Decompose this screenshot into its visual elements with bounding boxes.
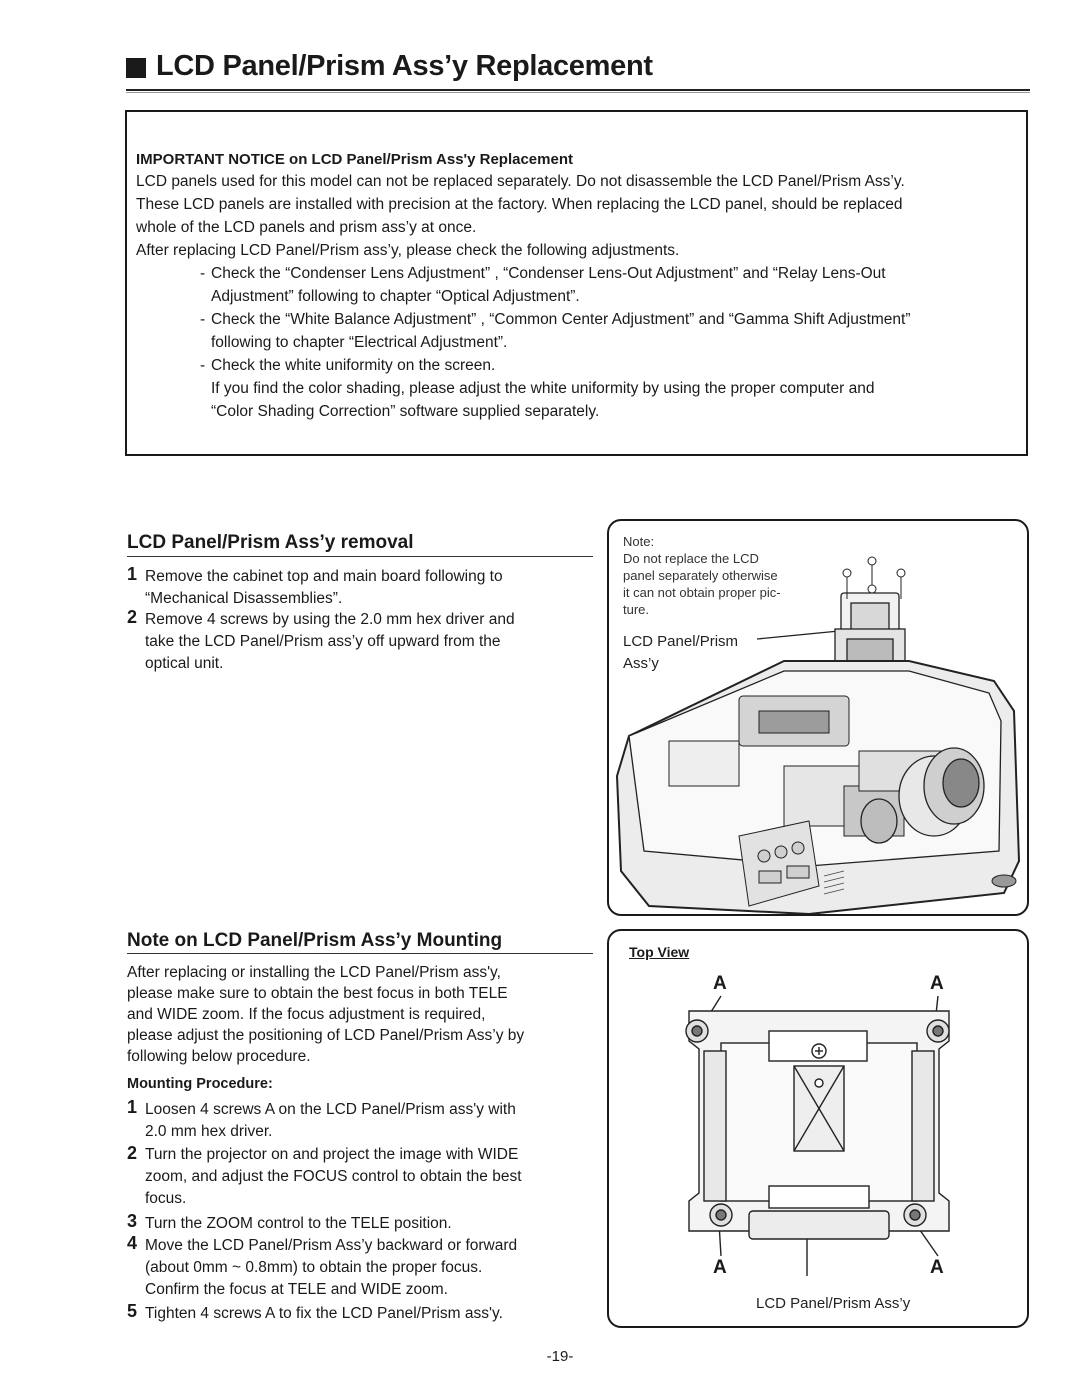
mounting-intro-line: please make sure to obtain the best focus in both TELE: [127, 985, 508, 1002]
notice-para1-line: These LCD panels are installed with precision at the factory. When replacing the LCD panel, should be replaced: [136, 196, 903, 213]
lcd-prism-label: Ass’y: [623, 655, 659, 672]
notice-para2: After replacing LCD Panel/Prism ass’y, please check the following adjustments.: [136, 242, 680, 259]
screw-label-a: A: [930, 973, 944, 994]
notice-item-dash: -: [200, 265, 206, 282]
mounting-intro-line: following below procedure.: [127, 1048, 311, 1065]
step-number: 1: [127, 1097, 138, 1117]
title-bullet-square: [126, 58, 146, 78]
screw-label-a: A: [930, 1257, 944, 1278]
step-text: Tighten 4 screws A to fix the LCD Panel/Prism ass'y.: [145, 1305, 503, 1322]
notice-item-text: Check the “White Balance Adjustment” , “Common Center Adjustment” and “Gamma Shift Adjustment”: [211, 311, 911, 328]
figure-note-line: Note:: [623, 534, 655, 549]
step-text: Remove the cabinet top and main board following to: [145, 568, 503, 585]
step-number: 2: [127, 607, 138, 627]
screw-label-a: A: [713, 1257, 727, 1278]
mounting-intro-line: please adjust the positioning of LCD Panel/Prism Ass’y by: [127, 1027, 525, 1044]
figure-note-line: Do not replace the LCD: [623, 551, 759, 566]
mounting-heading: Note on LCD Panel/Prism Ass’y Mounting: [127, 930, 503, 951]
notice-item-text: Check the white uniformity on the screen.: [211, 357, 496, 374]
step-text: Turn the projector on and project the image with WIDE: [145, 1146, 519, 1163]
figure-note-line: ture.: [623, 602, 650, 617]
page-title: LCD Panel/Prism Ass’y Replacement: [156, 50, 653, 82]
projector-figure-panel: [607, 519, 1029, 916]
figure-note-line: it can not obtain proper pic-: [623, 585, 781, 600]
notice-item-text: If you find the color shading, please adjust the white uniformity by using the proper computer and: [211, 380, 875, 397]
step-text: (about 0mm ~ 0.8mm) to obtain the proper focus.: [145, 1259, 483, 1276]
step-text: Confirm the focus at TELE and WIDE zoom.: [145, 1281, 448, 1298]
step-text: Remove 4 screws by using the 2.0 mm hex driver and: [145, 611, 515, 628]
step-number: 3: [127, 1211, 138, 1231]
mounting-intro-line: and WIDE zoom. If the focus adjustment is required,: [127, 1006, 486, 1023]
step-text: Move the LCD Panel/Prism Ass’y backward or forward: [145, 1237, 518, 1254]
notice-item-dash: -: [200, 311, 206, 328]
step-text: Turn the ZOOM control to the TELE position.: [145, 1215, 452, 1232]
mounting-procedure-heading: Mounting Procedure:: [127, 1076, 273, 1092]
step-text: focus.: [145, 1190, 187, 1207]
step-text: “Mechanical Disassemblies”.: [145, 590, 343, 607]
step-number: 5: [127, 1301, 138, 1321]
figure-note-line: panel separately otherwise: [623, 568, 778, 583]
title-rule-thin: [126, 92, 1030, 93]
removal-heading: LCD Panel/Prism Ass’y removal: [127, 532, 414, 553]
mounting-heading-rule: [127, 953, 593, 954]
notice-item-text: Adjustment” following to chapter “Optical Adjustment”.: [211, 288, 580, 305]
top-view-label: Top View: [629, 944, 690, 960]
notice-item-text: “Color Shading Correction” software supplied separately.: [211, 403, 600, 420]
notice-item-text: following to chapter “Electrical Adjustment”.: [211, 334, 508, 351]
mounting-steps: [127, 1097, 597, 1322]
step-number: 4: [127, 1233, 138, 1253]
notice-heading: IMPORTANT NOTICE on LCD Panel/Prism Ass'y Replacement: [136, 151, 573, 168]
step-text: optical unit.: [145, 655, 224, 672]
mounting-intro-line: After replacing or installing the LCD Panel/Prism ass'y,: [127, 964, 501, 981]
top-view-caption: LCD Panel/Prism Ass’y: [756, 1295, 911, 1312]
title-rule: [126, 89, 1030, 91]
step-text: take the LCD Panel/Prism ass’y off upward from the: [145, 633, 501, 650]
step-text: Loosen 4 screws A on the LCD Panel/Prism ass'y with: [145, 1101, 516, 1118]
removal-steps: [127, 564, 597, 674]
top-view-figure-panel: [607, 929, 1029, 1328]
removal-heading-rule: [127, 556, 593, 557]
notice-para1-line: LCD panels used for this model can not be replaced separately. Do not disassemble the LCD Panel/Prism Ass’y.: [136, 173, 905, 190]
step-number: 1: [127, 564, 138, 584]
notice-para1-line: whole of the LCD panels and prism ass’y at once.: [136, 219, 477, 236]
step-number: 2: [127, 1143, 138, 1163]
page-number: -19-: [546, 1348, 574, 1365]
step-text: 2.0 mm hex driver.: [145, 1123, 273, 1140]
notice-item-text: Check the “Condenser Lens Adjustment” , “Condenser Lens-Out Adjustment” and “Relay Lens-Out: [211, 265, 886, 282]
step-text: zoom, and adjust the FOCUS control to obtain the best: [145, 1168, 522, 1185]
top-view-diagram: [609, 931, 1027, 1326]
screw-label-a: A: [713, 973, 727, 994]
lcd-prism-label: LCD Panel/Prism: [623, 633, 739, 650]
notice-item-dash: -: [200, 357, 206, 374]
